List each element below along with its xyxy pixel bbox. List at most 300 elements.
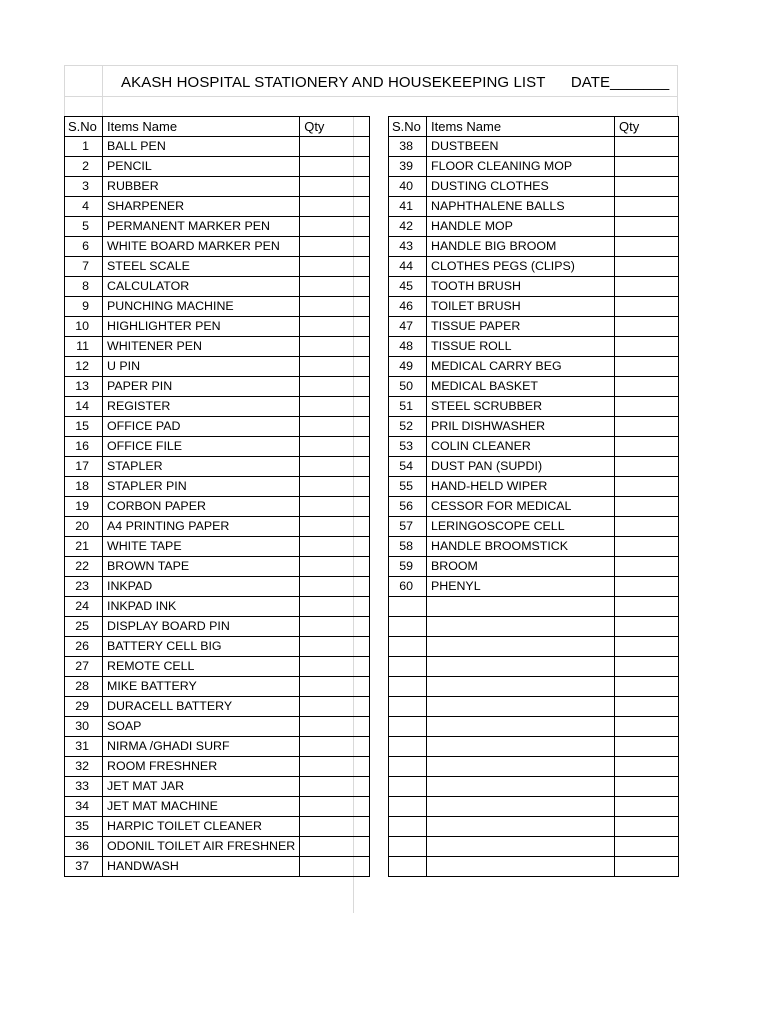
item-name: NAPHTHALENE BALLS xyxy=(427,197,615,217)
item-sno: 17 xyxy=(65,457,103,477)
item-qty-cell[interactable] xyxy=(615,657,679,677)
item-sno: 56 xyxy=(389,497,427,517)
table-row xyxy=(65,797,370,817)
table-header-row xyxy=(389,117,679,137)
item-qty-cell[interactable] xyxy=(615,597,679,617)
item-sno: 5 xyxy=(65,217,103,237)
item-qty-cell[interactable] xyxy=(615,837,679,857)
item-name: WHITE TAPE xyxy=(103,537,300,557)
item-name: INKPAD INK xyxy=(103,597,300,617)
item-qty-cell[interactable] xyxy=(300,857,370,877)
table-row xyxy=(65,857,370,877)
item-sno xyxy=(389,797,427,817)
item-qty-cell[interactable] xyxy=(300,657,370,677)
table-row xyxy=(389,817,679,837)
item-sno: 45 xyxy=(389,277,427,297)
table-row xyxy=(65,637,370,657)
item-qty-cell[interactable] xyxy=(615,317,679,337)
items-table-right xyxy=(388,116,679,877)
item-name: TISSUE ROLL xyxy=(427,337,615,357)
table-row xyxy=(389,357,679,377)
table-row xyxy=(389,737,679,757)
item-sno: 10 xyxy=(65,317,103,337)
item-name: BROOM xyxy=(427,557,615,577)
item-sno: 32 xyxy=(65,757,103,777)
item-qty-cell[interactable] xyxy=(300,477,370,497)
item-sno xyxy=(389,617,427,637)
item-qty-cell[interactable] xyxy=(300,557,370,577)
header-qty: Qty xyxy=(615,117,679,137)
item-name: INKPAD xyxy=(103,577,300,597)
table-row xyxy=(65,217,370,237)
item-name: REGISTER xyxy=(103,397,300,417)
item-sno xyxy=(389,837,427,857)
table-row xyxy=(65,577,370,597)
table-row xyxy=(389,217,679,237)
item-qty-cell[interactable] xyxy=(300,777,370,797)
item-qty-cell[interactable] xyxy=(300,497,370,517)
item-sno: 48 xyxy=(389,337,427,357)
item-name: PUNCHING MACHINE xyxy=(103,297,300,317)
item-name xyxy=(427,837,615,857)
table-row xyxy=(389,837,679,857)
item-qty-cell[interactable] xyxy=(615,137,679,157)
item-qty-cell[interactable] xyxy=(615,697,679,717)
item-sno: 34 xyxy=(65,797,103,817)
item-name: PRIL DISHWASHER xyxy=(427,417,615,437)
item-name: TOOTH BRUSH xyxy=(427,277,615,297)
table-row xyxy=(65,297,370,317)
item-qty-cell[interactable] xyxy=(300,337,370,357)
item-sno: 58 xyxy=(389,537,427,557)
item-name xyxy=(427,677,615,697)
item-sno xyxy=(389,697,427,717)
item-qty-cell[interactable] xyxy=(300,577,370,597)
item-name: DUSTING CLOTHES xyxy=(427,177,615,197)
item-sno: 59 xyxy=(389,557,427,577)
item-qty-cell[interactable] xyxy=(615,157,679,177)
item-name: BALL PEN xyxy=(103,137,300,157)
item-name xyxy=(427,797,615,817)
item-sno xyxy=(389,677,427,697)
item-qty-cell[interactable] xyxy=(300,237,370,257)
item-name: HANDLE MOP xyxy=(427,217,615,237)
item-sno: 51 xyxy=(389,397,427,417)
item-qty-cell[interactable] xyxy=(300,517,370,537)
table-row xyxy=(65,277,370,297)
item-sno: 38 xyxy=(389,137,427,157)
item-sno: 22 xyxy=(65,557,103,577)
item-name: OFFICE FILE xyxy=(103,437,300,457)
table-row xyxy=(65,357,370,377)
header-sno: S.No xyxy=(389,117,427,137)
table-row xyxy=(65,617,370,637)
sheet-gridline xyxy=(102,96,103,116)
item-name: STEEL SCALE xyxy=(103,257,300,277)
item-sno: 18 xyxy=(65,477,103,497)
table-row xyxy=(65,737,370,757)
item-sno: 6 xyxy=(65,237,103,257)
table-row xyxy=(65,137,370,157)
table-row xyxy=(65,657,370,677)
item-qty-cell[interactable] xyxy=(300,677,370,697)
item-qty-cell[interactable] xyxy=(300,277,370,297)
item-name: JET MAT JAR xyxy=(103,777,300,797)
item-qty-cell[interactable] xyxy=(615,557,679,577)
item-sno xyxy=(389,657,427,677)
table-row xyxy=(389,337,679,357)
item-sno: 12 xyxy=(65,357,103,377)
item-qty-cell[interactable] xyxy=(615,497,679,517)
item-sno xyxy=(389,737,427,757)
item-sno: 25 xyxy=(65,617,103,637)
item-name xyxy=(427,857,615,877)
item-qty-cell[interactable] xyxy=(615,577,679,597)
item-qty-cell[interactable] xyxy=(300,457,370,477)
item-name: ODONIL TOILET AIR FRESHNER xyxy=(103,837,300,857)
item-sno: 49 xyxy=(389,357,427,377)
item-sno: 13 xyxy=(65,377,103,397)
table-row xyxy=(389,197,679,217)
table-row xyxy=(389,677,679,697)
item-name xyxy=(427,757,615,777)
item-sno: 50 xyxy=(389,377,427,397)
item-sno: 33 xyxy=(65,777,103,797)
table-row xyxy=(389,417,679,437)
item-qty-cell[interactable] xyxy=(615,637,679,657)
item-qty-cell[interactable] xyxy=(615,717,679,737)
table-header-row xyxy=(65,117,370,137)
item-qty-cell[interactable] xyxy=(615,417,679,437)
item-sno: 43 xyxy=(389,237,427,257)
item-name: SOAP xyxy=(103,717,300,737)
item-qty-cell[interactable] xyxy=(615,277,679,297)
item-name: REMOTE CELL xyxy=(103,657,300,677)
item-sno: 24 xyxy=(65,597,103,617)
item-qty-cell[interactable] xyxy=(300,137,370,157)
item-qty-cell[interactable] xyxy=(300,537,370,557)
item-name: TOILET BRUSH xyxy=(427,297,615,317)
item-name xyxy=(427,597,615,617)
item-sno xyxy=(389,857,427,877)
item-name: HAND-HELD WIPER xyxy=(427,477,615,497)
table-row xyxy=(65,417,370,437)
item-name: PENCIL xyxy=(103,157,300,177)
item-qty-cell[interactable] xyxy=(615,197,679,217)
item-name: DUST PAN (SUPDI) xyxy=(427,457,615,477)
item-sno: 2 xyxy=(65,157,103,177)
item-sno: 8 xyxy=(65,277,103,297)
item-qty-cell[interactable] xyxy=(300,737,370,757)
item-qty-cell[interactable] xyxy=(615,797,679,817)
item-name xyxy=(427,697,615,717)
item-sno: 36 xyxy=(65,837,103,857)
item-qty-cell[interactable] xyxy=(615,257,679,277)
table-row xyxy=(65,557,370,577)
table-row xyxy=(389,717,679,737)
item-name xyxy=(427,637,615,657)
table-row xyxy=(65,197,370,217)
item-sno: 46 xyxy=(389,297,427,317)
item-sno: 7 xyxy=(65,257,103,277)
item-qty-cell[interactable] xyxy=(615,397,679,417)
table-row xyxy=(65,717,370,737)
item-name: HIGHLIGHTER PEN xyxy=(103,317,300,337)
table-row xyxy=(389,377,679,397)
item-qty-cell[interactable] xyxy=(300,177,370,197)
item-qty-cell[interactable] xyxy=(300,637,370,657)
item-name: JET MAT MACHINE xyxy=(103,797,300,817)
header-sno: S.No xyxy=(65,117,103,137)
table-row xyxy=(389,257,679,277)
item-name: MEDICAL CARRY BEG xyxy=(427,357,615,377)
item-sno: 55 xyxy=(389,477,427,497)
item-qty-cell[interactable] xyxy=(615,457,679,477)
item-qty-cell[interactable] xyxy=(300,217,370,237)
item-qty-cell[interactable] xyxy=(300,197,370,217)
item-name: CALCULATOR xyxy=(103,277,300,297)
item-sno: 37 xyxy=(65,857,103,877)
header-qty: Qty xyxy=(300,117,370,137)
item-sno: 35 xyxy=(65,817,103,837)
table-row xyxy=(389,857,679,877)
date-label: DATE_______ xyxy=(570,74,670,91)
item-qty-cell[interactable] xyxy=(300,797,370,817)
item-qty-cell[interactable] xyxy=(300,257,370,277)
item-qty-cell[interactable] xyxy=(615,477,679,497)
item-name: BATTERY CELL BIG xyxy=(103,637,300,657)
item-sno xyxy=(389,717,427,737)
item-sno: 14 xyxy=(65,397,103,417)
item-qty-cell[interactable] xyxy=(615,777,679,797)
item-name: MEDICAL BASKET xyxy=(427,377,615,397)
item-sno: 29 xyxy=(65,697,103,717)
item-qty-cell[interactable] xyxy=(615,217,679,237)
item-sno: 21 xyxy=(65,537,103,557)
item-sno: 27 xyxy=(65,657,103,677)
item-name: HANDLE BIG BROOM xyxy=(427,237,615,257)
item-sno: 9 xyxy=(65,297,103,317)
item-name: MIKE BATTERY xyxy=(103,677,300,697)
table-row xyxy=(65,517,370,537)
table-row xyxy=(389,777,679,797)
item-name xyxy=(427,657,615,677)
table-row xyxy=(65,337,370,357)
table-row xyxy=(65,437,370,457)
item-name xyxy=(427,737,615,757)
item-qty-cell[interactable] xyxy=(300,817,370,837)
table-row xyxy=(389,577,679,597)
sheet-gridline xyxy=(102,65,103,96)
item-sno: 54 xyxy=(389,457,427,477)
item-sno: 3 xyxy=(65,177,103,197)
item-name: CORBON PAPER xyxy=(103,497,300,517)
item-name: PERMANENT MARKER PEN xyxy=(103,217,300,237)
item-name: LERINGOSCOPE CELL xyxy=(427,517,615,537)
item-sno: 30 xyxy=(65,717,103,737)
table-row xyxy=(65,177,370,197)
header-items-name: Items Name xyxy=(427,117,615,137)
item-sno: 52 xyxy=(389,417,427,437)
item-sno: 1 xyxy=(65,137,103,157)
table-row xyxy=(389,397,679,417)
table-row xyxy=(65,457,370,477)
item-name: TISSUE PAPER xyxy=(427,317,615,337)
item-name: CLOTHES PEGS (CLIPS) xyxy=(427,257,615,277)
table-row xyxy=(65,477,370,497)
item-qty-cell[interactable] xyxy=(615,737,679,757)
item-name: OFFICE PAD xyxy=(103,417,300,437)
table-row xyxy=(65,597,370,617)
table-row xyxy=(389,437,679,457)
item-name: A4 PRINTING PAPER xyxy=(103,517,300,537)
item-name: HANDLE BROOMSTICK xyxy=(427,537,615,557)
table-row xyxy=(389,617,679,637)
item-sno: 11 xyxy=(65,337,103,357)
item-sno: 41 xyxy=(389,197,427,217)
item-name: DISPLAY BOARD PIN xyxy=(103,617,300,637)
item-name: RUBBER xyxy=(103,177,300,197)
item-qty-cell[interactable] xyxy=(615,537,679,557)
item-qty-cell[interactable] xyxy=(615,857,679,877)
item-qty-cell[interactable] xyxy=(300,357,370,377)
item-sno xyxy=(389,777,427,797)
item-sno: 60 xyxy=(389,577,427,597)
item-qty-cell[interactable] xyxy=(615,677,679,697)
item-qty-cell[interactable] xyxy=(300,297,370,317)
sheet-spacer-row xyxy=(64,96,678,116)
table-row xyxy=(389,757,679,777)
table-row xyxy=(389,497,679,517)
item-sno: 15 xyxy=(65,417,103,437)
item-name: HARPIC TOILET CLEANER xyxy=(103,817,300,837)
item-sno xyxy=(389,817,427,837)
item-name: WHITENER PEN xyxy=(103,337,300,357)
table-row xyxy=(389,657,679,677)
item-qty-cell[interactable] xyxy=(615,517,679,537)
item-qty-cell[interactable] xyxy=(615,617,679,637)
item-qty-cell[interactable] xyxy=(300,377,370,397)
item-name: PAPER PIN xyxy=(103,377,300,397)
item-qty-cell[interactable] xyxy=(615,757,679,777)
item-name: WHITE BOARD MARKER PEN xyxy=(103,237,300,257)
item-name xyxy=(427,817,615,837)
item-qty-cell[interactable] xyxy=(300,597,370,617)
item-name: ROOM FRESHNER xyxy=(103,757,300,777)
item-name: PHENYL xyxy=(427,577,615,597)
table-row xyxy=(389,237,679,257)
table-row xyxy=(65,757,370,777)
item-name: STEEL SCRUBBER xyxy=(427,397,615,417)
item-name: STAPLER xyxy=(103,457,300,477)
item-qty-cell[interactable] xyxy=(615,177,679,197)
item-qty-cell[interactable] xyxy=(300,717,370,737)
table-row xyxy=(65,377,370,397)
table-row xyxy=(389,537,679,557)
item-sno: 23 xyxy=(65,577,103,597)
item-qty-cell[interactable] xyxy=(300,757,370,777)
item-sno: 53 xyxy=(389,437,427,457)
header-items-name: Items Name xyxy=(103,117,300,137)
item-sno: 44 xyxy=(389,257,427,277)
item-name xyxy=(427,777,615,797)
item-sno: 42 xyxy=(389,217,427,237)
item-sno: 57 xyxy=(389,517,427,537)
item-name: HANDWASH xyxy=(103,857,300,877)
item-qty-cell[interactable] xyxy=(300,697,370,717)
item-qty-cell[interactable] xyxy=(300,317,370,337)
table-row xyxy=(389,297,679,317)
item-sno xyxy=(389,597,427,617)
item-qty-cell[interactable] xyxy=(300,157,370,177)
table-row xyxy=(389,517,679,537)
item-qty-cell[interactable] xyxy=(300,397,370,417)
item-qty-cell[interactable] xyxy=(615,377,679,397)
table-row xyxy=(389,797,679,817)
item-sno: 19 xyxy=(65,497,103,517)
item-qty-cell[interactable] xyxy=(615,357,679,377)
item-qty-cell[interactable] xyxy=(300,417,370,437)
table-row xyxy=(389,277,679,297)
item-qty-cell[interactable] xyxy=(300,437,370,457)
page-title xyxy=(121,74,669,91)
item-sno: 26 xyxy=(65,637,103,657)
table-row xyxy=(65,837,370,857)
table-row xyxy=(389,137,679,157)
item-sno: 40 xyxy=(389,177,427,197)
table-row xyxy=(389,697,679,717)
item-sno xyxy=(389,757,427,777)
item-name: FLOOR CLEANING MOP xyxy=(427,157,615,177)
item-qty-cell[interactable] xyxy=(615,237,679,257)
item-sno: 39 xyxy=(389,157,427,177)
item-sno xyxy=(389,637,427,657)
item-qty-cell[interactable] xyxy=(615,437,679,457)
table-row xyxy=(389,557,679,577)
item-sno: 47 xyxy=(389,317,427,337)
item-name: BROWN TAPE xyxy=(103,557,300,577)
item-qty-cell[interactable] xyxy=(300,617,370,637)
item-qty-cell[interactable] xyxy=(300,837,370,857)
item-qty-cell[interactable] xyxy=(615,817,679,837)
list-title: AKASH HOSPITAL STATIONERY AND HOUSEKEEPING LIST xyxy=(121,74,546,91)
item-name: CESSOR FOR MEDICAL xyxy=(427,497,615,517)
item-sno: 28 xyxy=(65,677,103,697)
item-sno: 20 xyxy=(65,517,103,537)
item-name: SHARPENER xyxy=(103,197,300,217)
items-table-left xyxy=(64,116,370,877)
item-name: DURACELL BATTERY xyxy=(103,697,300,717)
table-row xyxy=(65,537,370,557)
table-row xyxy=(65,817,370,837)
item-name: NIRMA /GHADI SURF xyxy=(103,737,300,757)
item-name xyxy=(427,617,615,637)
item-sno: 16 xyxy=(65,437,103,457)
item-name: COLIN CLEANER xyxy=(427,437,615,457)
item-name: DUSTBEEN xyxy=(427,137,615,157)
item-name xyxy=(427,717,615,737)
item-qty-cell[interactable] xyxy=(615,297,679,317)
item-qty-cell[interactable] xyxy=(615,337,679,357)
item-sno: 4 xyxy=(65,197,103,217)
table-row xyxy=(65,697,370,717)
table-row xyxy=(65,777,370,797)
table-row xyxy=(389,157,679,177)
table-row xyxy=(65,317,370,337)
table-row xyxy=(65,237,370,257)
table-row xyxy=(389,477,679,497)
item-name: U PIN xyxy=(103,357,300,377)
